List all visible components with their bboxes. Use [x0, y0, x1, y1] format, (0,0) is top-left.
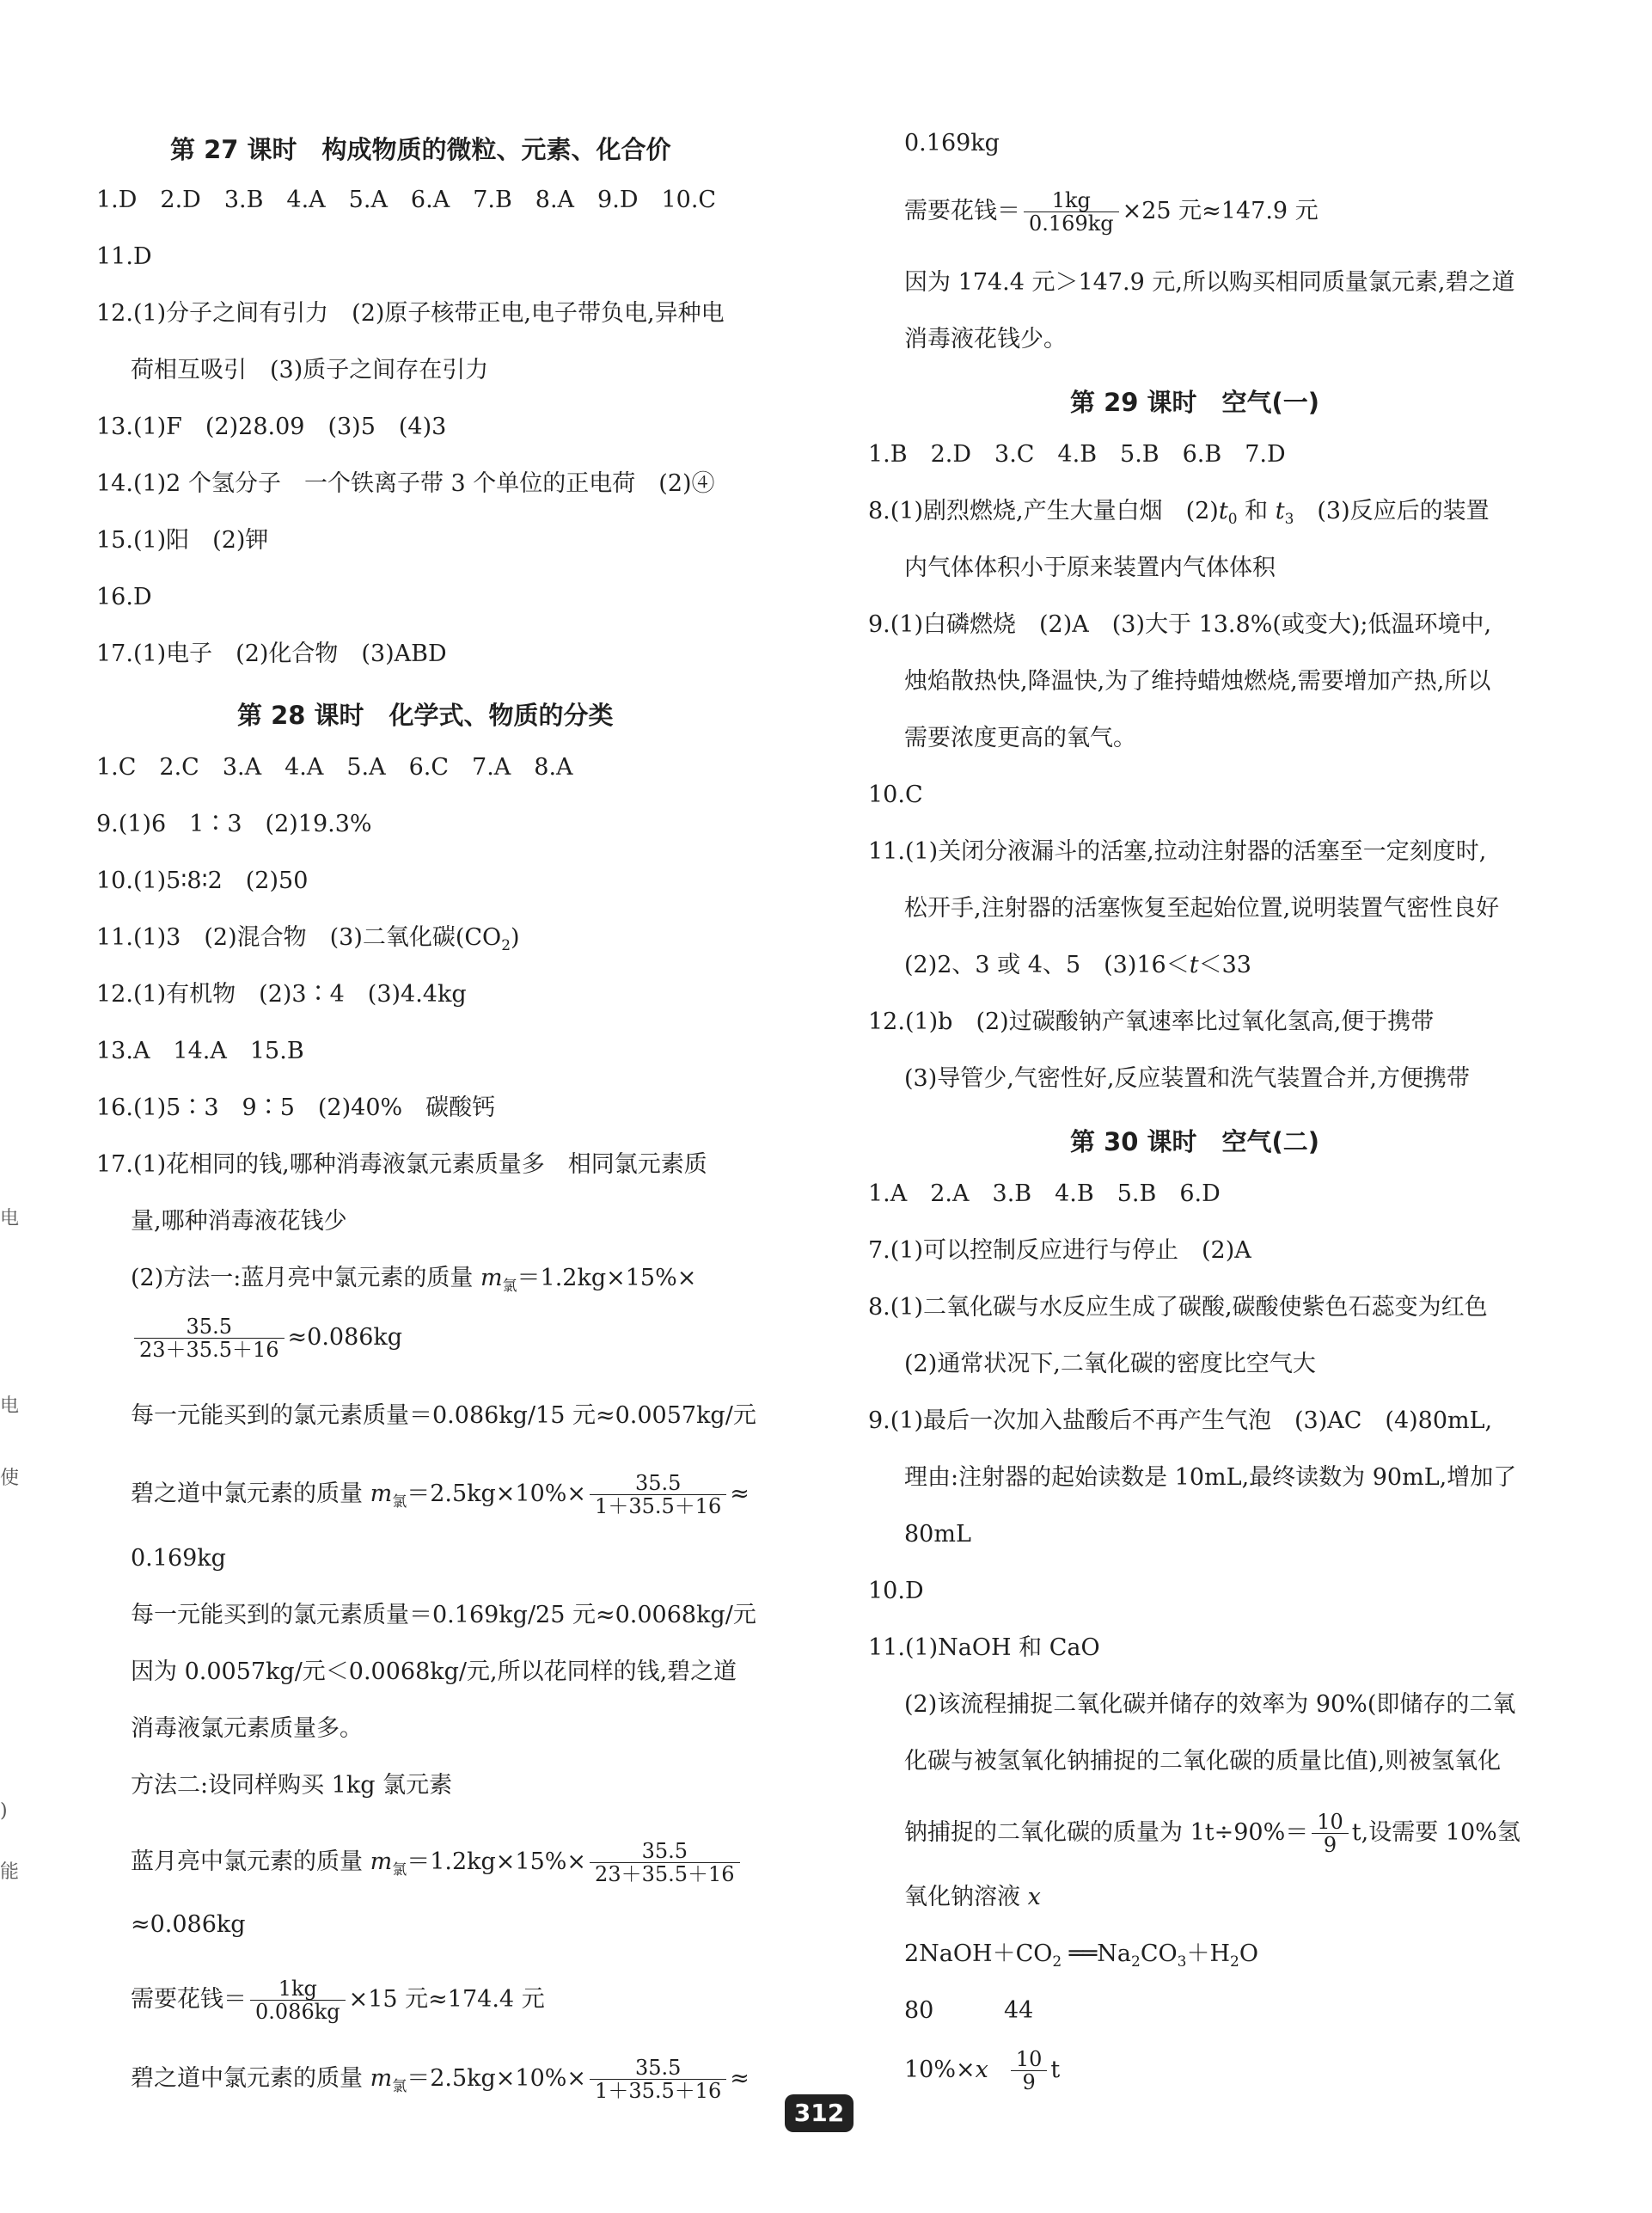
- answer-line: 9.(1)6 1∶3 (2)19.3%: [96, 811, 372, 837]
- answer-line: 11.D: [96, 243, 152, 270]
- formula-line: 10%×x $\frac{10}{9}$ t: [904, 2047, 1061, 2094]
- answer-line: 8.(1)二氧化碳与水反应生成了碳酸,碳酸使紫色石蕊变为红色: [868, 1294, 1488, 1321]
- margin-mark: 电: [0, 1208, 20, 1229]
- answer-line: 1.D 2.D 3.B 4.A 5.A 6.A 7.B 8.A 9.D 10.C: [96, 187, 717, 213]
- lesson-28-heading: 第 28 课时 化学式、物质的分类: [237, 701, 614, 730]
- answer-line: 8.(1)剧烈燃烧,产生大量白烟 $(2)t_0$ 和 $t_3$ (3)反应后的装置: [868, 498, 1490, 528]
- margin-mark: 电: [0, 1395, 20, 1417]
- answer-line: 每一元能买到的氯元素质量＝0.086kg/15 元≈0.0057kg/元: [131, 1402, 756, 1429]
- answer-line: 11.(1)NaOH 和 CaO: [868, 1634, 1100, 1661]
- fraction: $\frac{35.5}{1+35.5+16}$: [590, 1472, 726, 1517]
- answer-line: 16.D: [96, 584, 152, 610]
- answer-line: (2)该流程捕捉二氧化碳并储存的效率为 90%(即储存的二氧: [904, 1691, 1516, 1718]
- answer-line: 12.(1)有机物 (2)3∶4 (3)4.4kg: [96, 981, 467, 1008]
- margin-mark: 使: [0, 1468, 20, 1489]
- answer-line: 17.(1)电子 (2)化合物 (3)ABD: [96, 641, 447, 667]
- answer-line: 9.(1)最后一次加入盐酸后不再产生气泡 (3)AC (4)80mL,: [868, 1407, 1493, 1434]
- formula-line: 需要花钱＝ $\frac{1kg}{0.169kg}$ ×25 元≈147.9 元: [904, 188, 1319, 236]
- answer-line: 1.B 2.D 3.C 4.B 5.B 6.B 7.D: [868, 441, 1286, 468]
- answer-line: 7.(1)可以控制反应进行与停止 (2)A: [868, 1237, 1251, 1264]
- answer-line: 消毒液花钱少。: [904, 326, 1067, 352]
- answer-line: 10.C: [868, 782, 923, 808]
- answer-line: 量,哪种消毒液花钱少: [131, 1208, 347, 1235]
- answer-line: 每一元能买到的氯元素质量＝0.169kg/25 元≈0.0068kg/元: [131, 1602, 756, 1628]
- page-number: 312: [785, 2094, 854, 2132]
- answer-line: 1.C 2.C 3.A 4.A 5.A 6.C 7.A 8.A: [96, 754, 573, 781]
- formula-line: 蓝月亮中氯元素的质量 $m_氯=1.2kg\times 15\%\times$ $\frac{35.5}{23+35.5+16}$: [131, 1840, 743, 1885]
- fraction: $\frac{35.5}{23+35.5+16}$: [590, 1840, 740, 1885]
- answer-line: 松开手,注射器的活塞恢复至起始位置,说明装置气密性良好: [904, 895, 1500, 922]
- answer-line: (3)导管少,气密性好,反应装置和洗气装置合并,方便携带: [904, 1065, 1470, 1092]
- lesson-29-heading: 第 29 课时 空气(一): [1070, 388, 1320, 417]
- answer-line: 10.D: [868, 1578, 924, 1604]
- answer-line: 0.169kg: [904, 130, 1000, 156]
- fraction: $\frac{35.5}{1+35.5+16}$: [590, 2057, 726, 2102]
- answer-line: 0.169kg: [131, 1545, 226, 1572]
- answer-line: 荷相互吸引 (3)质子之间存在引力: [131, 357, 489, 383]
- formula-line: 钠捕捉的二氧化碳的质量为 1t÷90%＝ $\frac{10}{9}$ t,设需要 10%氢: [904, 1810, 1520, 1857]
- answer-line: 15.(1)阳 (2)钾: [96, 527, 269, 554]
- molar-mass-80: 80: [904, 1997, 934, 2024]
- answer-line: 80mL: [904, 1521, 971, 1548]
- answer-line: 内气体体积小于原来装置内气体体积: [904, 555, 1276, 581]
- answer-line: 氧化钠溶液 x: [904, 1884, 1041, 1910]
- answer-line: 烛焰散热快,降温快,为了维持蜡烛燃烧,需要增加产热,所以: [904, 668, 1491, 695]
- answer-line: 10.(1)5∶8∶2 (2)50: [96, 867, 309, 894]
- formula-line: 碧之道中氯元素的质量 $m_氯=2.5kg\times 10\%\times$ $\frac{35.5}{1+35.5+16}$ ≈: [131, 1471, 750, 1518]
- margin-mark: 能: [0, 1861, 20, 1883]
- answer-line: 理由:注射器的起始读数是 10mL,最终读数为 90mL,增加了: [904, 1464, 1517, 1491]
- fraction: $\frac{1kg}{0.086kg}$: [250, 1977, 346, 2023]
- lesson-30-heading: 第 30 课时 空气(二): [1070, 1127, 1320, 1156]
- formula-line: 需要花钱＝ $\frac{1kg}{0.086kg}$ ×15 元≈174.4 元: [131, 1977, 545, 2024]
- answer-line: 12.(1)分子之间有引力 (2)原子核带正电,电子带负电,异种电: [96, 300, 725, 327]
- answer-line: 11.(1)3 (2)混合物 (3)二氧化碳$(CO_2)$: [96, 924, 520, 954]
- answer-line: ≈0.086kg: [131, 1911, 246, 1938]
- fraction: $\frac{35.5}{23+35.5+16}$: [134, 1315, 285, 1361]
- chemical-equation: $2NaOH+CO_2$ $══Na_2CO_3+H_2O$: [904, 1940, 1259, 1971]
- fraction: $\frac{10}{9}$: [1011, 2048, 1048, 2093]
- fraction: $\frac{1kg}{0.169kg}$: [1024, 189, 1119, 235]
- answer-line: 13.(1)F (2)28.09 (3)5 (4)3: [96, 414, 447, 440]
- lesson-27-heading: 第 27 课时 构成物质的微粒、元素、化合价: [170, 135, 671, 164]
- answer-line: (2)通常状况下,二氧化碳的密度比空气大: [904, 1351, 1316, 1377]
- answer-line: 16.(1)5∶3 9∶5 (2)40% 碳酸钙: [96, 1094, 496, 1121]
- fraction: $\frac{10}{9}$: [1312, 1811, 1349, 1856]
- molar-mass-44: 44: [1004, 1997, 1034, 2024]
- formula-line: $\frac{35.5}{23+35.5+16}$ ≈0.086kg: [131, 1315, 402, 1361]
- answer-line: 14.(1)2 个氢分子 一个铁离子带 3 个单位的正电荷 (2)④: [96, 470, 715, 497]
- answer-line: 化碳与被氢氧化钠捕捉的二氧化碳的质量比值),则被氢氧化: [904, 1748, 1502, 1775]
- answer-line: 方法二:设同样购买 1kg 氯元素: [131, 1772, 453, 1799]
- answer-line: 9.(1)白磷燃烧 (2)A (3)大于 13.8%(或变大);低温环境中,: [868, 611, 1492, 638]
- margin-mark: ): [0, 1800, 8, 1822]
- answer-line: (2)方法一:蓝月亮中氯元素的质量 $m_氯=1.2kg\times 15\%\times$: [131, 1265, 697, 1295]
- answer-line: 12.(1)b (2)过碳酸钠产氧速率比过氧化氢高,便于携带: [868, 1008, 1435, 1035]
- answer-line: 13.A 14.A 15.B: [96, 1038, 304, 1064]
- answer-line: 因为 0.0057kg/元＜0.0068kg/元,所以花同样的钱,碧之道: [131, 1658, 737, 1685]
- answer-line: 消毒液氯元素质量多。: [131, 1715, 363, 1742]
- answer-line: (2)2、3 或 4、5 (3)16＜t＜33: [904, 952, 1251, 978]
- answer-line: 需要浓度更高的氧气。: [904, 725, 1136, 751]
- answer-line: 17.(1)花相同的钱,哪种消毒液氯元素质量多 相同氯元素质: [96, 1151, 707, 1178]
- answer-line: 11.(1)关闭分液漏斗的活塞,拉动注射器的活塞至一定刻度时,: [868, 838, 1487, 865]
- answer-line: 因为 174.4 元＞147.9 元,所以购买相同质量氯元素,碧之道: [904, 269, 1515, 296]
- formula-line: 碧之道中氯元素的质量 $m_氯=2.5kg\times 10\%\times$ $\frac{35.5}{1+35.5+16}$ ≈: [131, 2056, 750, 2103]
- answer-line: 1.A 2.A 3.B 4.B 5.B 6.D: [868, 1180, 1221, 1207]
